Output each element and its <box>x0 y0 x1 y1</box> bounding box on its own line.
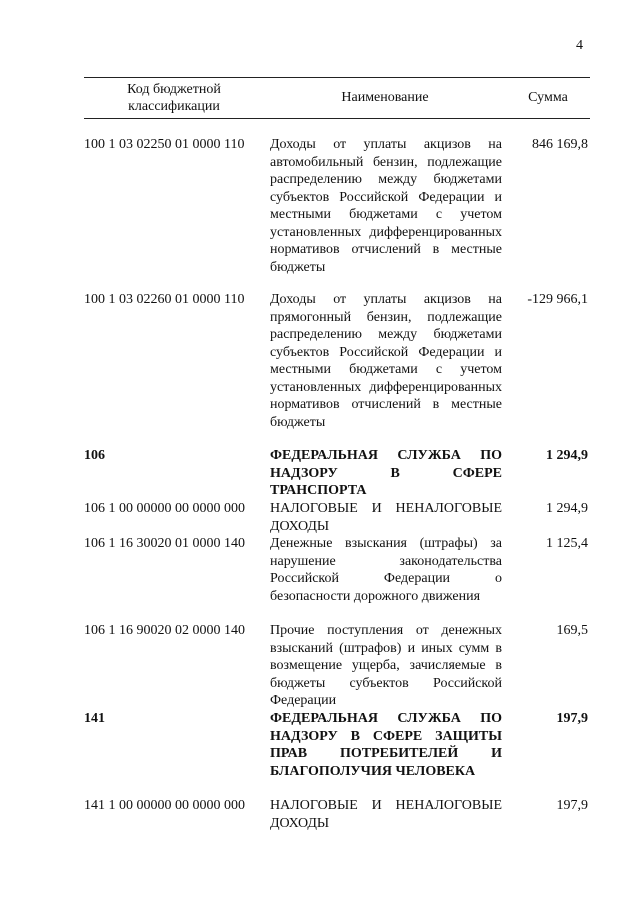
row-sum: 197,9 <box>556 798 588 813</box>
header-name: Наименование <box>341 90 429 105</box>
row-name: ФЕДЕРАЛЬНАЯ СЛУЖБА ПО НАДЗОРУ В СФЕРЕ ТРАНСПОРТА <box>270 448 502 498</box>
row-code: 106 1 16 30020 01 0000 140 <box>84 536 245 551</box>
row-sum: 1 294,9 <box>546 448 588 463</box>
row-sum: 169,5 <box>556 623 588 638</box>
row-sum: 846 169,8 <box>532 137 588 152</box>
row-code: 106 1 00 00000 00 0000 000 <box>84 501 245 516</box>
row-code: 100 1 03 02250 01 0000 110 <box>84 137 245 152</box>
row-code: 106 <box>84 448 105 463</box>
row-sum: 197,9 <box>556 711 588 726</box>
row-code: 141 <box>84 711 105 726</box>
row-code: 106 1 16 90020 02 0000 140 <box>84 623 245 638</box>
row-name: Доходы от уплаты акцизов на автомобильный бензин, подлежащие распределению между бюджетами субъектов Российской Федерации и местными бюджетами с учетом установленных дифференцированных нормативов отчислений в местные бюджеты <box>270 137 502 275</box>
row-sum: 1 125,4 <box>546 536 588 551</box>
row-sum: -129 966,1 <box>527 292 588 307</box>
row-sum: 1 294,9 <box>546 501 588 516</box>
row-code: 100 1 03 02260 01 0000 110 <box>84 292 245 307</box>
row-name: Прочие поступления от денежных взысканий (штрафов) и иных сумм в возмещение ущерба, зачисляемые в бюджеты субъектов Российской Федерации <box>270 623 502 708</box>
page-number: 4 <box>576 38 583 53</box>
row-name: НАЛОГОВЫЕ И НЕНАЛОГОВЫЕ ДОХОДЫ <box>270 501 502 534</box>
row-name: Доходы от уплаты акцизов на прямогонный бензин, подлежащие распределению между бюджетами субъектов Российской Федерации и местными бюджетами с учетом установленных дифференцированных нормативов отчислений в местные бюджеты <box>270 292 502 430</box>
row-name: Денежные взыскания (штрафы) за нарушение законодательства Российской Федерации о безопасности дорожного движения <box>270 536 502 604</box>
header-code: Код бюджетной классификации <box>127 81 221 114</box>
row-code: 141 1 00 00000 00 0000 000 <box>84 798 245 813</box>
row-name: НАЛОГОВЫЕ И НЕНАЛОГОВЫЕ ДОХОДЫ <box>270 798 502 831</box>
table-header-rule <box>84 118 590 119</box>
row-name: ФЕДЕРАЛЬНАЯ СЛУЖБА ПО НАДЗОРУ В СФЕРЕ ЗАЩИТЫ ПРАВ ПОТРЕБИТЕЛЕЙ И БЛАГОПОЛУЧИЯ ЧЕЛОВЕКА <box>270 711 502 779</box>
header-sum: Сумма <box>528 90 568 105</box>
